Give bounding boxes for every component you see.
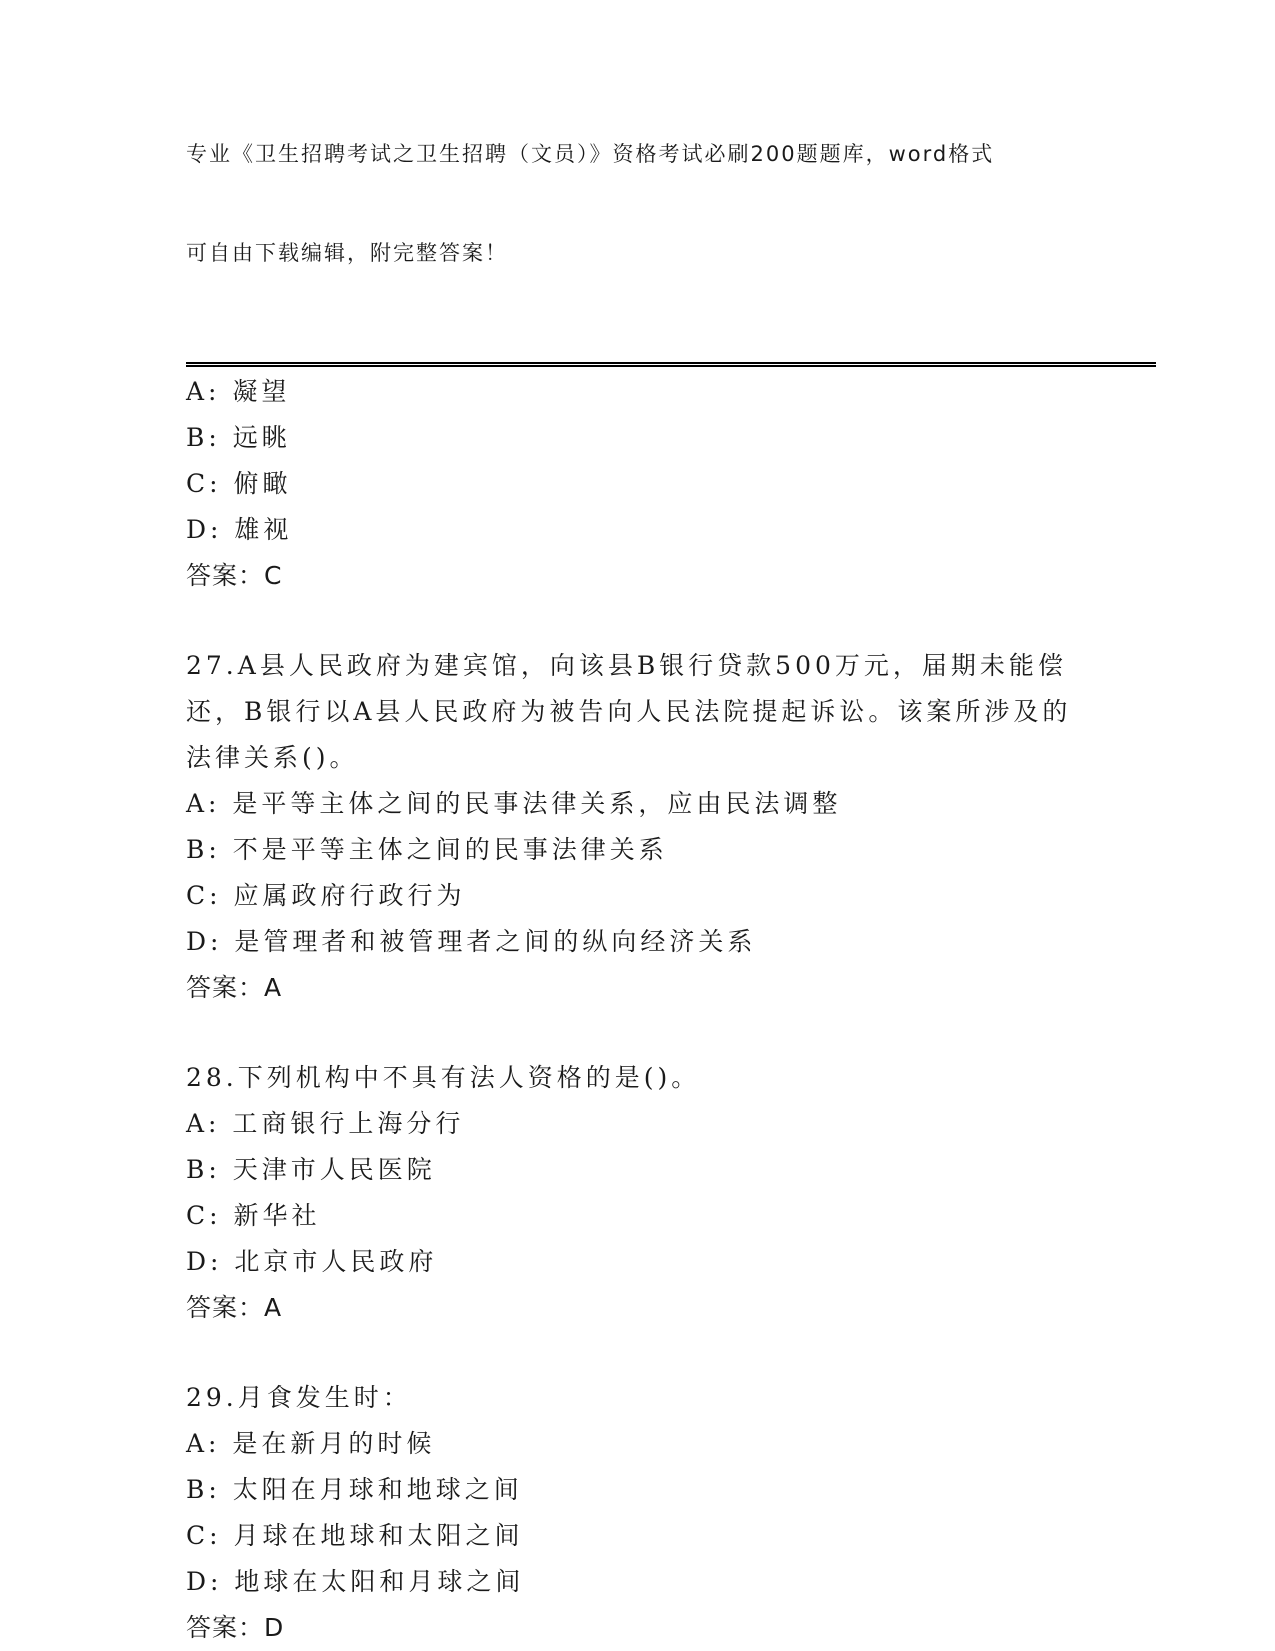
option-b: B: 远眺 (186, 423, 291, 452)
answer-label: 答案：D (186, 1613, 285, 1642)
option-d: D: 雄视 (186, 515, 293, 544)
option-a: A: 凝望 (186, 377, 291, 406)
option-d: D: 是管理者和被管理者之间的纵向经济关系 (186, 927, 757, 956)
spacer (186, 1331, 1156, 1375)
question-stem: 27.A县人民政府为建宾馆，向该县B银行贷款500万元，届期未能偿还，B银行以A县人民政府为被告向人民法院提起诉讼。该案所涉及的法律关系()。 (186, 651, 1072, 772)
option-b: B: 天津市人民医院 (186, 1155, 436, 1184)
question-26-options (186, 369, 1156, 599)
header-divider (186, 362, 1156, 367)
option-c: C: 俯瞰 (186, 469, 292, 498)
answer-label: 答案：C (186, 561, 283, 590)
header-line-1: 专业《卫生招聘考试之卫生招聘（文员）》资格考试必刷200题题库，word格式 (186, 142, 995, 166)
option-a: A: 是平等主体之间的民事法律关系，应由民法调整 (186, 789, 842, 818)
question-27 (186, 643, 1156, 1011)
header-line-2: 可自由下载编辑，附完整答案！ (186, 241, 508, 265)
option-c: C: 月球在地球和太阳之间 (186, 1521, 524, 1550)
option-b: B: 不是平等主体之间的民事法律关系 (186, 835, 668, 864)
document-page (186, 72, 1156, 1651)
spacer (186, 1011, 1156, 1055)
option-c: C: 应属政府行政行为 (186, 881, 466, 910)
option-a: A: 是在新月的时候 (186, 1429, 436, 1458)
option-d: D: 北京市人民政府 (186, 1247, 438, 1276)
document-header (186, 72, 1066, 336)
question-stem: 28.下列机构中不具有法人资格的是()。 (186, 1063, 701, 1092)
question-stem: 29.月食发生时： (186, 1383, 412, 1412)
answer-label: 答案：A (186, 1293, 283, 1322)
option-d: D: 地球在太阳和月球之间 (186, 1567, 525, 1596)
option-a: A: 工商银行上海分行 (186, 1109, 465, 1138)
question-28 (186, 1055, 1156, 1331)
option-b: B: 太阳在月球和地球之间 (186, 1475, 523, 1504)
answer-label: 答案：A (186, 973, 283, 1002)
question-29 (186, 1375, 1156, 1651)
option-c: C: 新华社 (186, 1201, 321, 1230)
spacer (186, 599, 1156, 643)
